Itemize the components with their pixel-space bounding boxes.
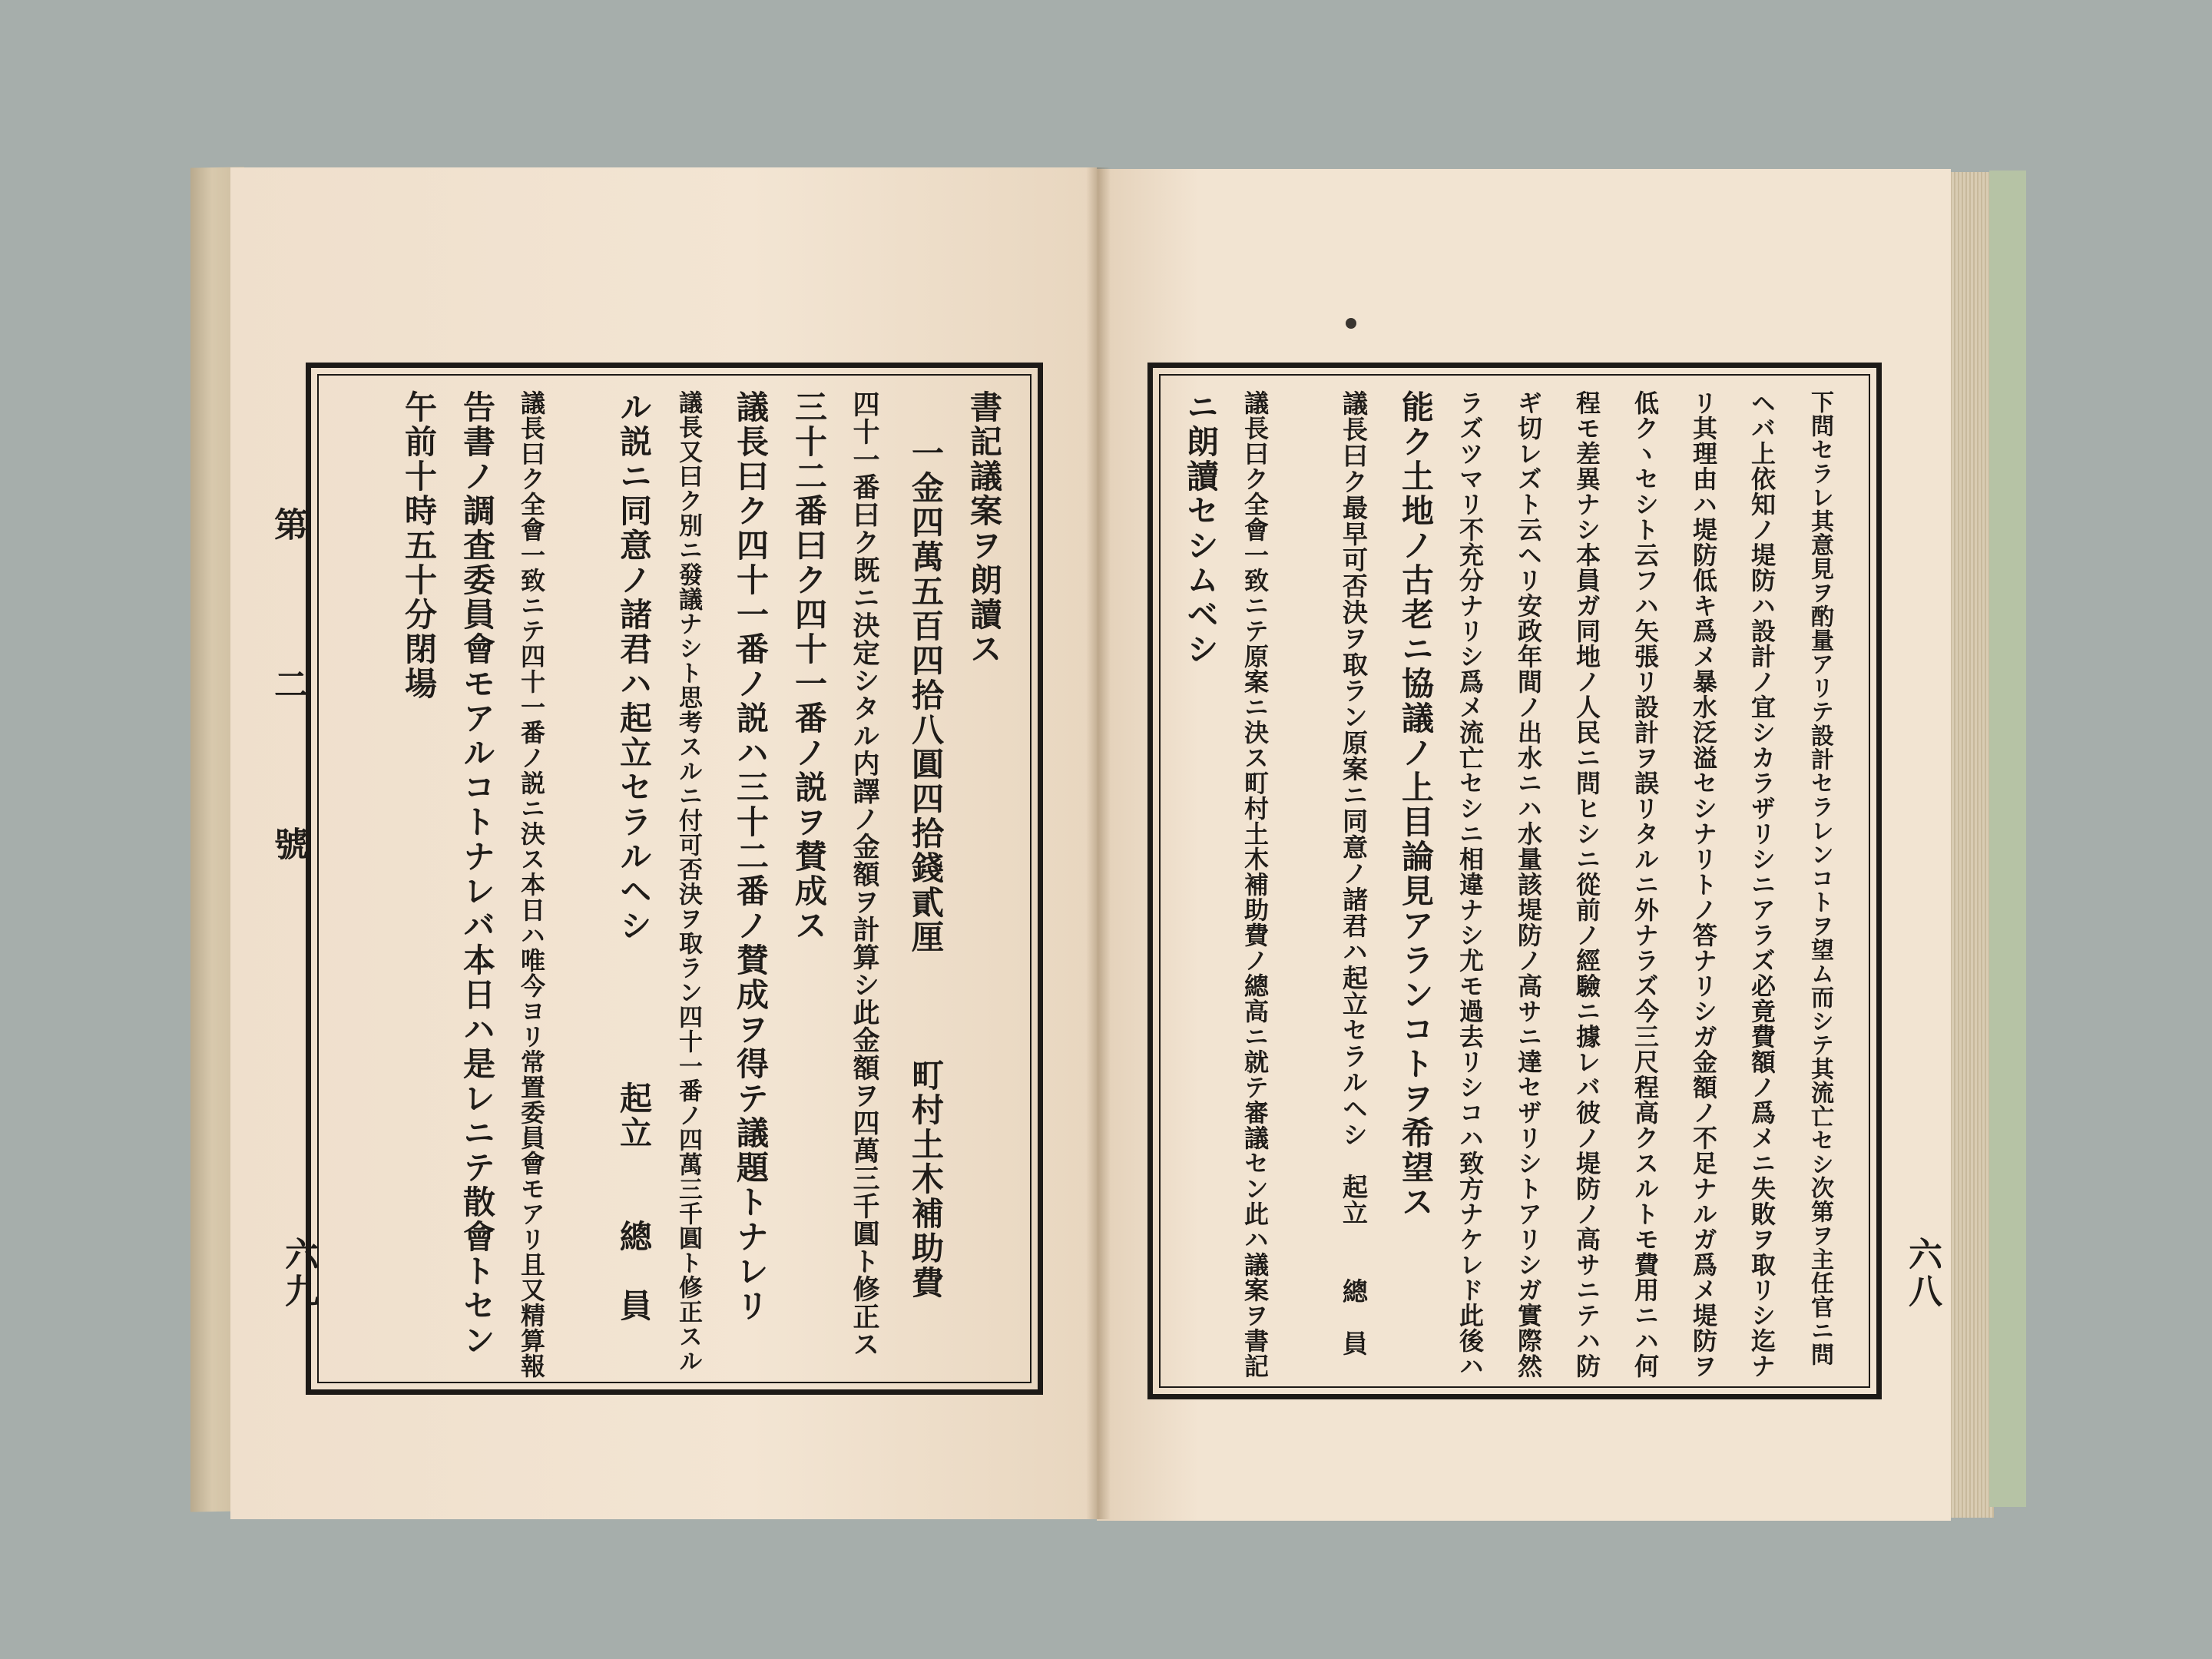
text-column: 議長又曰ク別ニ發議ナシト思考スルニ付可否決ヲ取ラン四十一番ノ四萬三千圓ト修正スル — [674, 390, 702, 1373]
text-column: 書記議案ヲ朗讀ス — [965, 390, 1003, 667]
text-column: 下問セラレ其意見ヲ酌量アリテ設計セラレンコトヲ望ム而シテ其流亡セシ次第ヲ主任官ニ問 — [1806, 390, 1833, 1366]
text-column: 議長曰ク四十一番ノ説ハ三十二番ノ賛成ヲ得テ議題トナレリ — [732, 390, 770, 1323]
binding-hole — [1346, 318, 1356, 329]
text-column: 午前十時五十分閉場 — [400, 390, 438, 701]
text-column: ヘバ上依知ノ堤防ハ設計ノ宜シカラザリシニアラズ必竟費額ノ爲メニ失敗ヲ取リシ迄ナ — [1747, 390, 1777, 1379]
text-column: 議長曰ク最早可否決ヲ取ラン原案ニ同意ノ諸君ハ起立セラルヘシ 起立 總 員 — [1339, 390, 1369, 1356]
text-column: 低クヽセシト云フハ矢張リ設計ヲ誤リタルニ外ナラズ今三尺程高クスルトモ費用ニハ何 — [1631, 390, 1660, 1379]
text-column: 告書ノ調査委員會モアルコトナレバ本日ハ是レニテ散會トセン — [459, 390, 496, 1358]
page-edges-right — [1948, 172, 1994, 1518]
text-column: 議長曰ク全會一致ニテ四十一番ノ説ニ決ス本日ハ唯今ヨリ常置委員會モアリ且又精算報 — [517, 390, 546, 1379]
text-column: 議長曰ク全會一致ニテ原案ニ決ス町村土木補助費ノ總高ニ就テ審議セン此ハ議案ヲ書記 — [1240, 390, 1270, 1379]
book-gutter — [1086, 167, 1111, 1519]
text-column: 三十二番曰ク四十一番ノ説ヲ賛成ス — [790, 390, 828, 943]
issue-header: 第 二 號 — [268, 507, 307, 906]
text-column: ニ朗讀セシムベシ — [1182, 390, 1220, 667]
text-column: ル説ニ同意ノ諸君ハ起立セラルヘシ 起立 總 員 — [615, 390, 653, 1323]
text-column: 能ク土地ノ古老ニ協議ノ上目論見アランコトヲ希望ス — [1397, 390, 1435, 1220]
text-column: 程モ差異ナシ本員ガ同地ノ人民ニ問ヒシニ從前ノ經驗ニ據レバ彼ノ堤防ノ高サニテハ防 — [1572, 390, 1601, 1379]
text-column: ギ切レズト云ヘリ安政年間ノ出水ニハ水量該堤防ノ高サニ達セザリシトアリシガ實際然 — [1514, 390, 1543, 1379]
text-column: 四十一番曰ク既ニ決定シタル内譯ノ金額ヲ計算シ此金額ヲ四萬三千圓ト修正ス — [849, 390, 880, 1358]
text-column: ラズツマリ不充分ナリシ爲メ流亡セシニ相違ナシ尤モ過去リシコハ致方ナケレド此後ハ — [1455, 390, 1485, 1379]
page-number-right: 六八 — [1902, 1237, 1942, 1310]
text-column: 一金四萬五百四拾八圓四拾錢貳厘 町村土木補助費 — [907, 436, 945, 1300]
page-number-left: 六九 — [279, 1237, 318, 1310]
back-cover — [1989, 171, 2026, 1507]
text-column: リ其理由ハ堤防低キ爲メ暴水泛溢セシナリトノ答ナリシガ金額ノ不足ナルガ爲メ堤防ヲ — [1689, 390, 1718, 1379]
